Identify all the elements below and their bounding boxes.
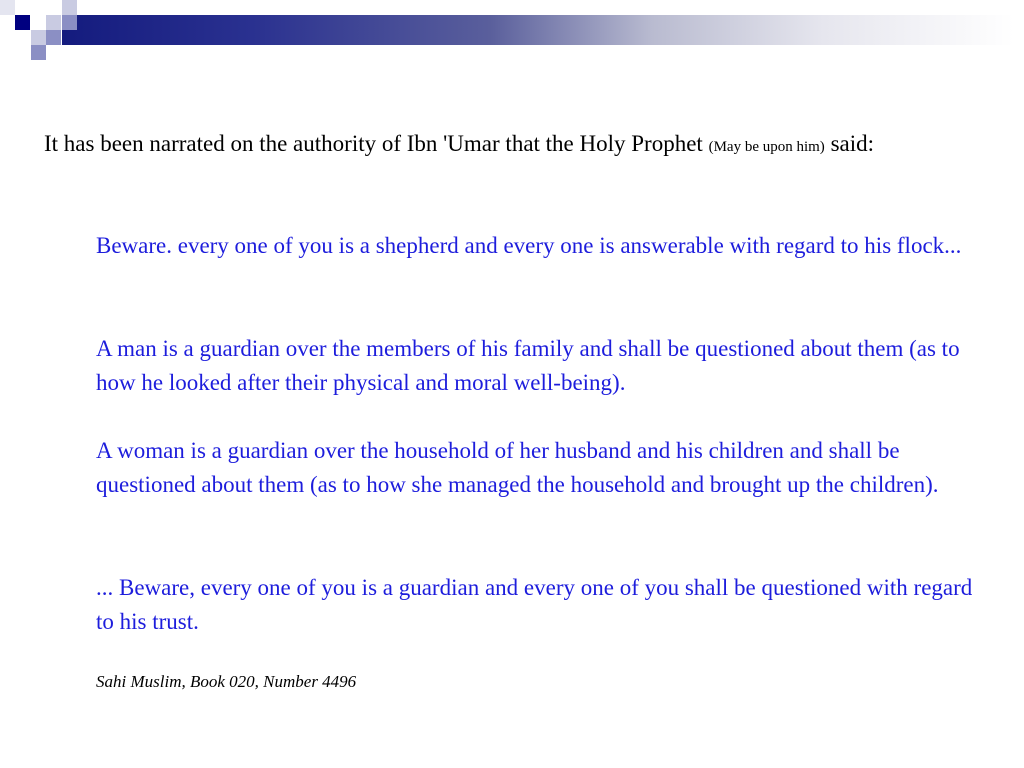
header-gradient-band xyxy=(62,15,1014,45)
intro-tail: said: xyxy=(824,131,875,156)
header-decoration xyxy=(0,0,1024,64)
quote-paragraph: A woman is a guardian over the household of her husband and his children and shall be questioned about them (as to how she managed the household and brought up the children). xyxy=(96,438,939,497)
deco-square xyxy=(0,0,15,15)
deco-square xyxy=(62,15,77,30)
citation: Sahi Muslim, Book 020, Number 4496 xyxy=(96,672,357,691)
intro-main: It has been narrated on the authority of Ibn 'Umar that the Holy Prophet xyxy=(44,131,709,156)
deco-square xyxy=(46,15,61,30)
deco-square xyxy=(31,45,46,60)
deco-square xyxy=(62,0,77,15)
quote-paragraph: Beware. every one of you is a shepherd and every one is answerable with regard to his flock... xyxy=(96,233,962,258)
deco-square xyxy=(46,30,61,45)
quote-paragraph: A man is a guardian over the members of his family and shall be questioned about them (as to how he looked after their physical and moral well-being). xyxy=(96,336,960,395)
deco-square xyxy=(15,15,30,30)
intro-text xyxy=(44,126,994,165)
deco-square xyxy=(31,30,46,45)
intro-honorific: (May be upon him) xyxy=(708,139,825,155)
quote-paragraph: ... Beware, every one of you is a guardian and every one of you shall be questioned with regard to his trust. xyxy=(96,575,973,634)
